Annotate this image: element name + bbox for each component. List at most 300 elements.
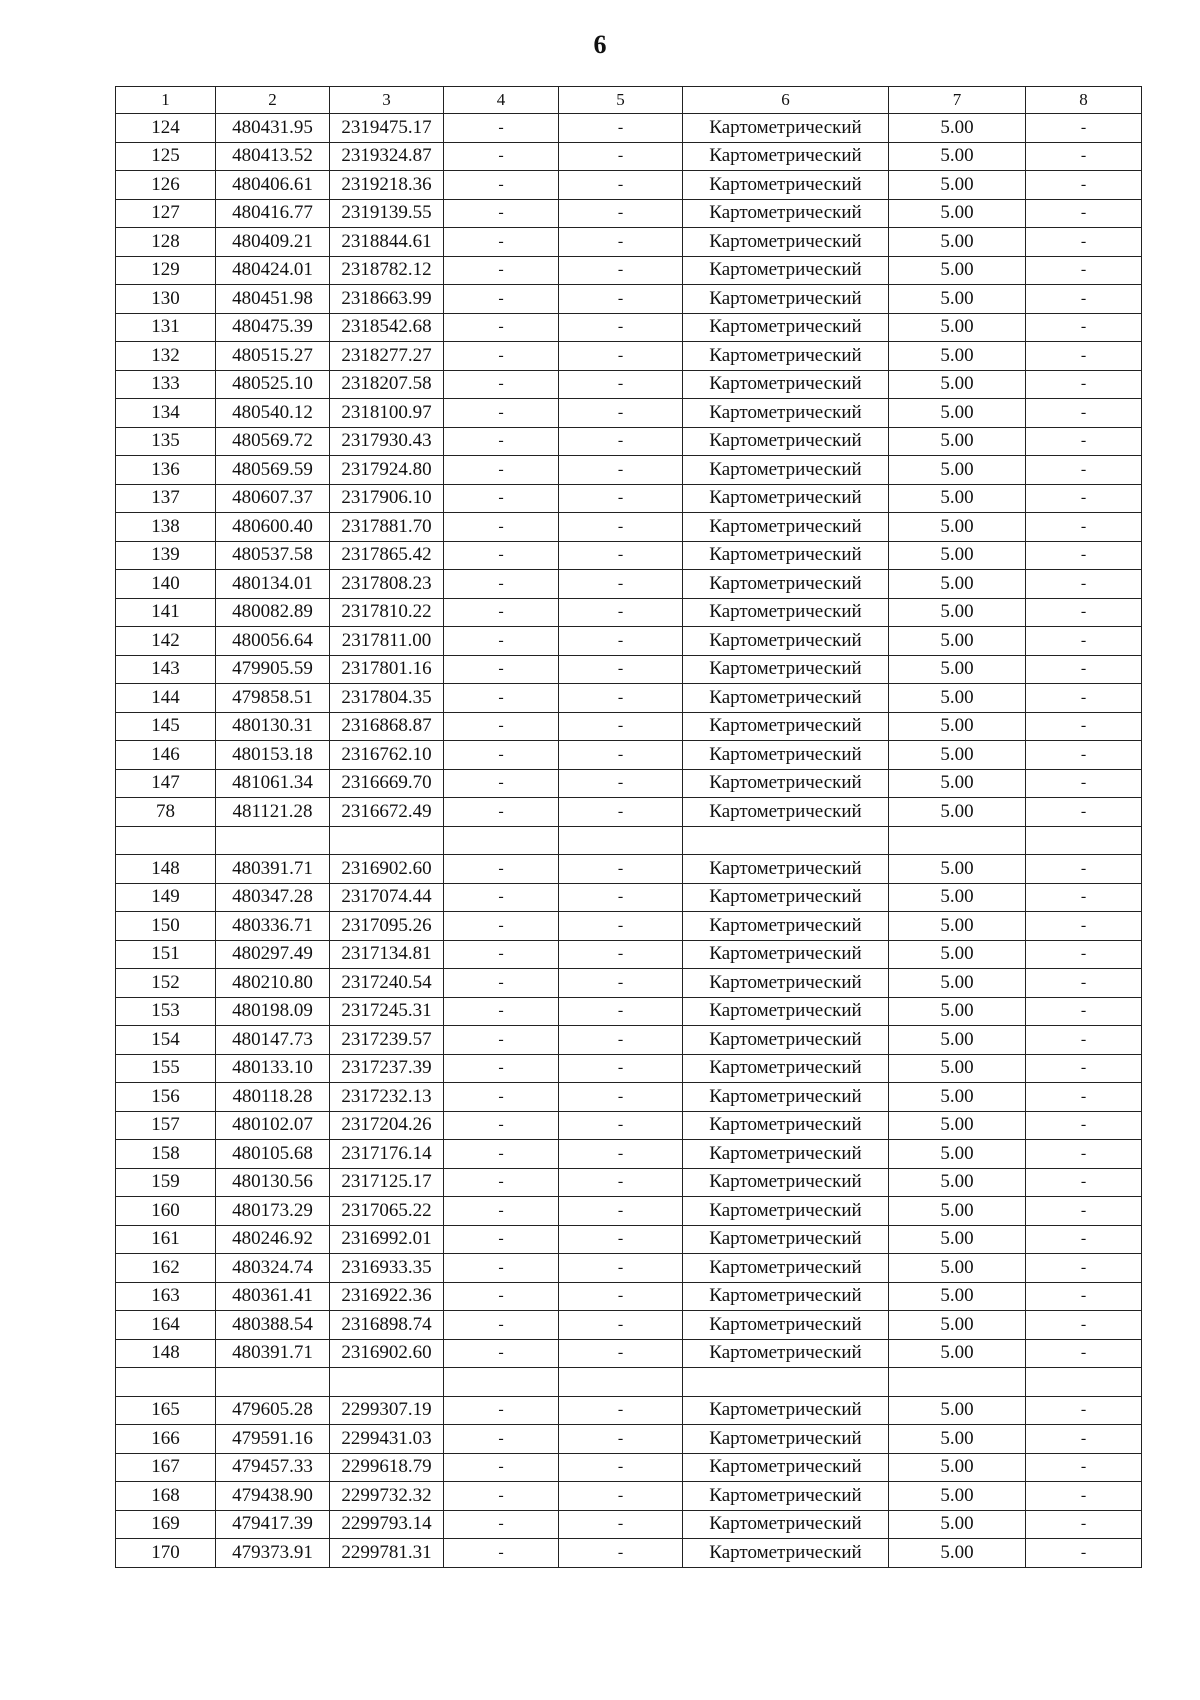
method-cell: Картометрический: [683, 456, 889, 485]
accuracy-cell: 5.00: [889, 484, 1026, 513]
method-cell: Картометрический: [683, 684, 889, 713]
point-number-cell: 78: [116, 798, 216, 827]
column-8-cell: -: [1026, 940, 1142, 969]
x-coordinate-cell: 480118.28: [216, 1083, 330, 1112]
column-8-cell: -: [1026, 399, 1142, 428]
method-cell: Картометрический: [683, 1282, 889, 1311]
method-cell: Картометрический: [683, 1453, 889, 1482]
column-5-cell: -: [559, 1311, 683, 1340]
y-coordinate-cell: 2318207.58: [330, 370, 444, 399]
column-5-cell: -: [559, 1482, 683, 1511]
column-5-cell: -: [559, 1197, 683, 1226]
column-5-cell: -: [559, 228, 683, 257]
column-8-cell: -: [1026, 1311, 1142, 1340]
column-8-cell: -: [1026, 883, 1142, 912]
y-coordinate-cell: 2299781.31: [330, 1539, 444, 1568]
x-coordinate-cell: 480416.77: [216, 199, 330, 228]
point-number-cell: 133: [116, 370, 216, 399]
column-4-cell: -: [444, 684, 559, 713]
column-5-cell: -: [559, 427, 683, 456]
accuracy-cell: 5.00: [889, 1168, 1026, 1197]
method-cell: Картометрический: [683, 1083, 889, 1112]
accuracy-cell: 5.00: [889, 1083, 1026, 1112]
x-coordinate-cell: 480102.07: [216, 1111, 330, 1140]
accuracy-cell: 5.00: [889, 1254, 1026, 1283]
column-5-cell: -: [559, 1453, 683, 1482]
column-8-cell: -: [1026, 655, 1142, 684]
method-cell: Картометрический: [683, 741, 889, 770]
x-coordinate-cell: 480198.09: [216, 997, 330, 1026]
column-4-cell: -: [444, 912, 559, 941]
y-coordinate-cell: 2319324.87: [330, 142, 444, 171]
point-number-cell: 130: [116, 285, 216, 314]
column-5-cell: -: [559, 370, 683, 399]
column-header: 2: [216, 87, 330, 114]
point-number-cell: 165: [116, 1396, 216, 1425]
accuracy-cell: 5.00: [889, 399, 1026, 428]
y-coordinate-cell: 2317239.57: [330, 1026, 444, 1055]
accuracy-cell: 5.00: [889, 1282, 1026, 1311]
table-row: [116, 969, 1142, 998]
column-4-cell: -: [444, 598, 559, 627]
column-8-cell: -: [1026, 142, 1142, 171]
accuracy-cell: 5.00: [889, 741, 1026, 770]
y-coordinate-cell: 2318542.68: [330, 313, 444, 342]
column-4-cell: -: [444, 655, 559, 684]
column-5-cell: -: [559, 769, 683, 798]
column-8-cell: -: [1026, 1282, 1142, 1311]
method-cell: Картометрический: [683, 114, 889, 143]
point-number-cell: 144: [116, 684, 216, 713]
y-coordinate-cell: 2317881.70: [330, 513, 444, 542]
column-5-cell: -: [559, 1140, 683, 1169]
column-8-cell: -: [1026, 769, 1142, 798]
method-cell: Картометрический: [683, 883, 889, 912]
y-coordinate-cell: 2317176.14: [330, 1140, 444, 1169]
accuracy-cell: 5.00: [889, 342, 1026, 371]
column-4-cell: -: [444, 1197, 559, 1226]
column-5-cell: -: [559, 798, 683, 827]
method-cell: Картометрический: [683, 541, 889, 570]
point-number-cell: 145: [116, 712, 216, 741]
x-coordinate-cell: 480515.27: [216, 342, 330, 371]
method-cell: Картометрический: [683, 712, 889, 741]
table-row: [116, 1026, 1142, 1055]
y-coordinate-cell: 2318782.12: [330, 256, 444, 285]
column-4-cell: -: [444, 171, 559, 200]
column-4-cell: -: [444, 199, 559, 228]
column-4-cell: -: [444, 456, 559, 485]
x-coordinate-cell: 480607.37: [216, 484, 330, 513]
column-header: 7: [889, 87, 1026, 114]
method-cell: Картометрический: [683, 1339, 889, 1368]
table-row: [116, 313, 1142, 342]
x-coordinate-cell: 480347.28: [216, 883, 330, 912]
table-row: [116, 1510, 1142, 1539]
table-row: [116, 399, 1142, 428]
column-4-cell: -: [444, 741, 559, 770]
table-body: [116, 114, 1142, 1568]
method-cell: Картометрический: [683, 769, 889, 798]
table-row: [116, 228, 1142, 257]
method-cell: Картометрический: [683, 171, 889, 200]
y-coordinate-cell: 2319218.36: [330, 171, 444, 200]
point-number-cell: 159: [116, 1168, 216, 1197]
table-row: [116, 171, 1142, 200]
table-row: [116, 142, 1142, 171]
table-row: [116, 655, 1142, 684]
column-5-cell: -: [559, 627, 683, 656]
y-coordinate-cell: 2317240.54: [330, 969, 444, 998]
accuracy-cell: 5.00: [889, 228, 1026, 257]
accuracy-cell: 5.00: [889, 541, 1026, 570]
accuracy-cell: [889, 1368, 1026, 1397]
table-row: [116, 1482, 1142, 1511]
x-coordinate-cell: 480324.74: [216, 1254, 330, 1283]
column-8-cell: -: [1026, 199, 1142, 228]
table-row: [116, 1140, 1142, 1169]
accuracy-cell: 5.00: [889, 513, 1026, 542]
point-number-cell: 157: [116, 1111, 216, 1140]
accuracy-cell: 5.00: [889, 1026, 1026, 1055]
method-cell: Картометрический: [683, 484, 889, 513]
table-row: [116, 1539, 1142, 1568]
x-coordinate-cell: 480336.71: [216, 912, 330, 941]
accuracy-cell: 5.00: [889, 1453, 1026, 1482]
method-cell: Картометрический: [683, 1482, 889, 1511]
table-row: [116, 940, 1142, 969]
accuracy-cell: 5.00: [889, 1311, 1026, 1340]
column-8-cell: -: [1026, 285, 1142, 314]
column-5-cell: -: [559, 114, 683, 143]
y-coordinate-cell: 2317204.26: [330, 1111, 444, 1140]
column-header: 8: [1026, 87, 1142, 114]
table-row: [116, 855, 1142, 884]
column-5-cell: -: [559, 855, 683, 884]
method-cell: Картометрический: [683, 1225, 889, 1254]
column-4-cell: -: [444, 1254, 559, 1283]
point-number-cell: 134: [116, 399, 216, 428]
column-8-cell: -: [1026, 598, 1142, 627]
y-coordinate-cell: 2317906.10: [330, 484, 444, 513]
column-8-cell: -: [1026, 513, 1142, 542]
column-5-cell: -: [559, 1225, 683, 1254]
x-coordinate-cell: [216, 826, 330, 855]
column-5-cell: -: [559, 598, 683, 627]
method-cell: Картометрический: [683, 285, 889, 314]
column-8-cell: -: [1026, 313, 1142, 342]
column-8-cell: -: [1026, 370, 1142, 399]
y-coordinate-cell: 2316922.36: [330, 1282, 444, 1311]
point-number-cell: 132: [116, 342, 216, 371]
column-4-cell: -: [444, 1282, 559, 1311]
y-coordinate-cell: 2316902.60: [330, 855, 444, 884]
column-4-cell: -: [444, 1083, 559, 1112]
accuracy-cell: 5.00: [889, 199, 1026, 228]
method-cell: [683, 826, 889, 855]
column-4-cell: -: [444, 313, 559, 342]
table-row: [116, 1168, 1142, 1197]
column-4-cell: -: [444, 370, 559, 399]
method-cell: Картометрический: [683, 399, 889, 428]
x-coordinate-cell: 480153.18: [216, 741, 330, 770]
point-number-cell: 137: [116, 484, 216, 513]
x-coordinate-cell: 481061.34: [216, 769, 330, 798]
accuracy-cell: 5.00: [889, 712, 1026, 741]
x-coordinate-cell: 480391.71: [216, 1339, 330, 1368]
point-number-cell: 128: [116, 228, 216, 257]
table-row: [116, 456, 1142, 485]
x-coordinate-cell: 480130.56: [216, 1168, 330, 1197]
method-cell: Картометрический: [683, 1054, 889, 1083]
table-row: [116, 769, 1142, 798]
method-cell: Картометрический: [683, 969, 889, 998]
accuracy-cell: 5.00: [889, 256, 1026, 285]
column-5-cell: -: [559, 1054, 683, 1083]
column-header: 1: [116, 87, 216, 114]
table-row: [116, 1111, 1142, 1140]
column-4-cell: -: [444, 769, 559, 798]
x-coordinate-cell: 480056.64: [216, 627, 330, 656]
column-8-cell: -: [1026, 798, 1142, 827]
point-number-cell: 143: [116, 655, 216, 684]
method-cell: Картометрический: [683, 1140, 889, 1169]
point-number-cell: 152: [116, 969, 216, 998]
x-coordinate-cell: 480134.01: [216, 570, 330, 599]
x-coordinate-cell: 480361.41: [216, 1282, 330, 1311]
column-4-cell: -: [444, 114, 559, 143]
column-4-cell: -: [444, 228, 559, 257]
point-number-cell: 147: [116, 769, 216, 798]
page-number: 6: [593, 30, 607, 59]
column-5-cell: -: [559, 1396, 683, 1425]
method-cell: Картометрический: [683, 1111, 889, 1140]
table-row: [116, 285, 1142, 314]
table-row: [116, 1339, 1142, 1368]
table-row: [116, 1282, 1142, 1311]
y-coordinate-cell: 2316672.49: [330, 798, 444, 827]
accuracy-cell: 5.00: [889, 940, 1026, 969]
method-cell: Картометрический: [683, 342, 889, 371]
column-header: 3: [330, 87, 444, 114]
point-number-cell: 161: [116, 1225, 216, 1254]
point-number-cell: 139: [116, 541, 216, 570]
table-row: [116, 798, 1142, 827]
y-coordinate-cell: 2318844.61: [330, 228, 444, 257]
column-8-cell: -: [1026, 1453, 1142, 1482]
y-coordinate-cell: 2318277.27: [330, 342, 444, 371]
x-coordinate-cell: 479858.51: [216, 684, 330, 713]
column-4-cell: -: [444, 627, 559, 656]
accuracy-cell: 5.00: [889, 171, 1026, 200]
table-row: [116, 1254, 1142, 1283]
method-cell: Картометрический: [683, 997, 889, 1026]
column-5-cell: -: [559, 1425, 683, 1454]
accuracy-cell: 5.00: [889, 1140, 1026, 1169]
x-coordinate-cell: 480297.49: [216, 940, 330, 969]
table-row: [116, 1425, 1142, 1454]
x-coordinate-cell: 480431.95: [216, 114, 330, 143]
column-4-cell: -: [444, 513, 559, 542]
table-row: [116, 114, 1142, 143]
point-number-cell: 140: [116, 570, 216, 599]
accuracy-cell: 5.00: [889, 1111, 1026, 1140]
method-cell: Картометрический: [683, 570, 889, 599]
column-4-cell: -: [444, 712, 559, 741]
point-number-cell: 148: [116, 855, 216, 884]
x-coordinate-cell: 480082.89: [216, 598, 330, 627]
x-coordinate-cell: 480105.68: [216, 1140, 330, 1169]
y-coordinate-cell: 2317065.22: [330, 1197, 444, 1226]
method-cell: Картометрический: [683, 313, 889, 342]
accuracy-cell: 5.00: [889, 370, 1026, 399]
column-5-cell: [559, 826, 683, 855]
accuracy-cell: 5.00: [889, 655, 1026, 684]
accuracy-cell: 5.00: [889, 313, 1026, 342]
y-coordinate-cell: 2317930.43: [330, 427, 444, 456]
accuracy-cell: 5.00: [889, 969, 1026, 998]
accuracy-cell: 5.00: [889, 427, 1026, 456]
column-4-cell: -: [444, 142, 559, 171]
column-4-cell: -: [444, 798, 559, 827]
column-8-cell: -: [1026, 627, 1142, 656]
column-8-cell: [1026, 826, 1142, 855]
column-8-cell: -: [1026, 1083, 1142, 1112]
method-cell: Картометрический: [683, 256, 889, 285]
method-cell: Картометрический: [683, 1425, 889, 1454]
x-coordinate-cell: 480537.58: [216, 541, 330, 570]
accuracy-cell: 5.00: [889, 684, 1026, 713]
point-number-cell: 163: [116, 1282, 216, 1311]
y-coordinate-cell: 2316898.74: [330, 1311, 444, 1340]
column-8-cell: -: [1026, 427, 1142, 456]
x-coordinate-cell: 480451.98: [216, 285, 330, 314]
column-4-cell: -: [444, 1140, 559, 1169]
method-cell: Картометрический: [683, 370, 889, 399]
y-coordinate-cell: 2299307.19: [330, 1396, 444, 1425]
point-number-cell: 146: [116, 741, 216, 770]
table-row: [116, 912, 1142, 941]
column-4-cell: -: [444, 883, 559, 912]
accuracy-cell: 5.00: [889, 570, 1026, 599]
column-8-cell: -: [1026, 912, 1142, 941]
point-number-cell: 131: [116, 313, 216, 342]
accuracy-cell: 5.00: [889, 1225, 1026, 1254]
point-number-cell: 168: [116, 1482, 216, 1511]
column-4-cell: -: [444, 1539, 559, 1568]
point-number-cell: [116, 1368, 216, 1397]
column-5-cell: -: [559, 256, 683, 285]
column-8-cell: -: [1026, 684, 1142, 713]
accuracy-cell: 5.00: [889, 1396, 1026, 1425]
column-header: 4: [444, 87, 559, 114]
accuracy-cell: 5.00: [889, 627, 1026, 656]
table-row: [116, 1396, 1142, 1425]
accuracy-cell: 5.00: [889, 769, 1026, 798]
y-coordinate-cell: 2299618.79: [330, 1453, 444, 1482]
column-4-cell: -: [444, 1396, 559, 1425]
x-coordinate-cell: 480600.40: [216, 513, 330, 542]
table-row: [116, 1225, 1142, 1254]
x-coordinate-cell: 481121.28: [216, 798, 330, 827]
method-cell: Картометрический: [683, 912, 889, 941]
column-5-cell: -: [559, 570, 683, 599]
coordinates-table: [115, 86, 1142, 1568]
point-number-cell: 160: [116, 1197, 216, 1226]
method-cell: Картометрический: [683, 1510, 889, 1539]
y-coordinate-cell: 2318100.97: [330, 399, 444, 428]
y-coordinate-cell: 2317810.22: [330, 598, 444, 627]
table-row: [116, 427, 1142, 456]
column-8-cell: -: [1026, 256, 1142, 285]
column-8-cell: -: [1026, 1225, 1142, 1254]
point-number-cell: 126: [116, 171, 216, 200]
column-header: 6: [683, 87, 889, 114]
column-4-cell: -: [444, 855, 559, 884]
column-8-cell: -: [1026, 1425, 1142, 1454]
x-coordinate-cell: 480406.61: [216, 171, 330, 200]
x-coordinate-cell: 479438.90: [216, 1482, 330, 1511]
accuracy-cell: 5.00: [889, 1054, 1026, 1083]
column-8-cell: -: [1026, 541, 1142, 570]
y-coordinate-cell: 2316669.70: [330, 769, 444, 798]
column-8-cell: -: [1026, 1339, 1142, 1368]
column-5-cell: -: [559, 1282, 683, 1311]
table-row: [116, 1083, 1142, 1112]
table-row: [116, 541, 1142, 570]
table-row: [116, 997, 1142, 1026]
x-coordinate-cell: 480130.31: [216, 712, 330, 741]
method-cell: Картометрический: [683, 199, 889, 228]
column-8-cell: -: [1026, 969, 1142, 998]
column-5-cell: -: [559, 1339, 683, 1368]
column-4-cell: -: [444, 1339, 559, 1368]
y-coordinate-cell: [330, 826, 444, 855]
column-5-cell: -: [559, 1539, 683, 1568]
column-8-cell: -: [1026, 855, 1142, 884]
table-row: [116, 1197, 1142, 1226]
table-row: [116, 712, 1142, 741]
accuracy-cell: 5.00: [889, 883, 1026, 912]
method-cell: Картометрический: [683, 513, 889, 542]
y-coordinate-cell: 2317125.17: [330, 1168, 444, 1197]
y-coordinate-cell: 2318663.99: [330, 285, 444, 314]
column-5-cell: -: [559, 1111, 683, 1140]
point-number-cell: 169: [116, 1510, 216, 1539]
column-8-cell: -: [1026, 1026, 1142, 1055]
column-8-cell: -: [1026, 456, 1142, 485]
y-coordinate-cell: 2317232.13: [330, 1083, 444, 1112]
point-number-cell: 124: [116, 114, 216, 143]
column-4-cell: -: [444, 1168, 559, 1197]
table-row: [116, 598, 1142, 627]
table-row: [116, 570, 1142, 599]
column-4-cell: -: [444, 969, 559, 998]
point-number-cell: 150: [116, 912, 216, 941]
method-cell: Картометрический: [683, 228, 889, 257]
column-4-cell: [444, 826, 559, 855]
column-5-cell: -: [559, 741, 683, 770]
column-5-cell: -: [559, 171, 683, 200]
y-coordinate-cell: 2317237.39: [330, 1054, 444, 1083]
point-number-cell: 149: [116, 883, 216, 912]
x-coordinate-cell: 480388.54: [216, 1311, 330, 1340]
x-coordinate-cell: 480525.10: [216, 370, 330, 399]
column-5-cell: -: [559, 940, 683, 969]
point-number-cell: 148: [116, 1339, 216, 1368]
column-4-cell: -: [444, 1453, 559, 1482]
accuracy-cell: 5.00: [889, 855, 1026, 884]
